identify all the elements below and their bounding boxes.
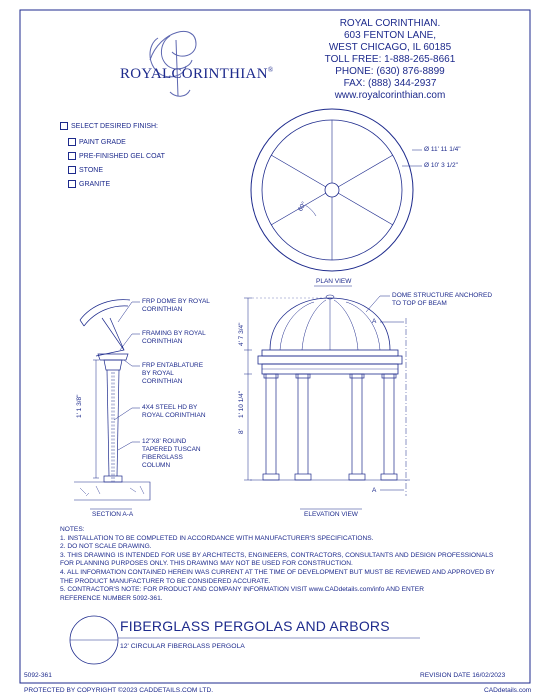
- callout-line: FRAMING BY ROYAL: [142, 330, 206, 337]
- callout-line: FRP ENTABLATURE: [142, 362, 204, 369]
- finish-option-granite[interactable]: [68, 180, 110, 190]
- callout-line: TO TOP OF BEAM: [392, 300, 447, 307]
- elevation-entablature-dim: 1' 10 1/4": [238, 390, 245, 418]
- notes-block: [60, 526, 495, 603]
- checkbox-icon[interactable]: [68, 166, 76, 174]
- note-line: 3. THIS DRAWING IS INTENDED FOR USE BY ARCHITECTS, ENGINEERS, CONTRACTORS, CONSULTANTS AND DESIGN PROFESSIONALS: [60, 551, 494, 559]
- note-line: 4. ALL INFORMATION CONTAINED HEREIN WAS CURRENT AT THE TIME OF DEVELOPMENT BUT MUST BE REVIEWED AND APPROVED BY: [60, 568, 495, 576]
- callout-line: CORINTHIAN: [142, 338, 183, 345]
- note-line: 1. INSTALLATION TO BE COMPLETED IN ACCORDANCE WITH MANUFACTURER'S SPECIFICATIONS.: [60, 534, 374, 542]
- finish-heading-row: [60, 122, 158, 132]
- finish-option-paint[interactable]: [68, 138, 126, 148]
- notes-heading: NOTES:: [60, 526, 85, 533]
- callout-line: DOME STRUCTURE ANCHORED: [392, 292, 493, 299]
- address-line-1: 603 FENTON LANE,: [343, 30, 437, 41]
- finish-option-label: GRANITE: [79, 181, 111, 188]
- address-line-2: WEST CHICAGO, IL 60185: [328, 42, 452, 53]
- section-drawing: [74, 300, 150, 509]
- contact-block: [290, 18, 490, 102]
- note-line: THE PRODUCT MANUFACTURER TO BE CONSIDERED ACCURATE.: [60, 577, 271, 585]
- elevation-drawing: [244, 286, 410, 509]
- checkbox-icon[interactable]: [68, 180, 76, 188]
- phone-line: PHONE: (630) 876-8899: [335, 66, 445, 77]
- finish-option-stone[interactable]: [68, 166, 103, 176]
- plan-outer-diameter: Ø 11' 11 1/4": [424, 146, 461, 153]
- callout-line: 12"X8' ROUND: [142, 438, 187, 445]
- logo-monogram: [150, 31, 196, 96]
- finish-option-label: PRE-FINISHED GEL COAT: [79, 153, 165, 160]
- callout-line: CORINTHIAN: [142, 306, 183, 313]
- callout-entablature: [142, 362, 203, 386]
- drawing-title: FIBERGLASS PERGOLAS AND ARBORS: [120, 618, 390, 634]
- callout-line: BY ROYAL: [142, 370, 174, 377]
- logo-registered-mark: ®: [267, 66, 274, 74]
- plan-view-drawing: [251, 109, 422, 271]
- plan-view-label: PLAN VIEW: [316, 278, 352, 285]
- section-height-dim: 1' 1 3/8": [76, 394, 83, 418]
- callout-frp-dome: [142, 298, 210, 314]
- drawing-subtitle: 12' CIRCULAR FIBERGLASS PERGOLA: [120, 643, 245, 650]
- reference-number: 5092-361: [24, 672, 52, 679]
- logo-wordmark: [120, 66, 273, 83]
- section-mark-bottom: A: [372, 487, 377, 494]
- dome-callout: [392, 292, 492, 308]
- callout-line: FRP DOME BY ROYAL: [142, 298, 210, 305]
- note-line: FOR PLANNING PURPOSES ONLY. THIS DRAWING MAY NOT BE USED FOR CONSTRUCTION.: [60, 560, 353, 568]
- plan-inner-diameter: Ø 10' 3 1/2": [424, 162, 458, 169]
- checkbox-icon[interactable]: [68, 138, 76, 146]
- finish-option-gel-coat[interactable]: [68, 152, 165, 162]
- finish-option-label: PAINT GRADE: [79, 139, 126, 146]
- finish-heading-checkbox[interactable]: [60, 122, 68, 130]
- elevation-label: ELEVATION VIEW: [304, 511, 358, 518]
- plan-angle-label: 60°: [296, 200, 308, 213]
- elevation-column-dim: 8': [238, 429, 245, 434]
- callout-line: 4X4 STEEL HD BY: [142, 404, 198, 411]
- callout-line: FIBERGLASS: [142, 454, 183, 461]
- revision-date: REVISION DATE 16/02/2023: [420, 672, 506, 679]
- callout-column: [142, 438, 201, 470]
- toll-free-line: TOLL FREE: 1-888-265-8661: [324, 54, 456, 65]
- fax-line: FAX: (888) 344-2937: [343, 78, 437, 89]
- finish-option-label: STONE: [79, 167, 103, 174]
- callout-line: COLUMN: [142, 462, 171, 469]
- note-line: 2. DO NOT SCALE DRAWING.: [60, 543, 152, 551]
- elevation-dome-dim: 4' 7 3/4": [238, 322, 245, 346]
- callout-line: ROYAL CORINTHIAN: [142, 412, 206, 419]
- callout-framing: [142, 330, 206, 346]
- copyright-notice: PROTECTED BY COPYRIGHT ©2023 CADDETAILS.COM LTD.: [24, 687, 214, 694]
- callout-line: TAPERED TUSCAN: [142, 446, 201, 453]
- finish-heading: SELECT DESIRED FINISH:: [71, 123, 159, 130]
- callout-line: CORINTHIAN: [142, 378, 183, 385]
- company-name: ROYAL CORINTHIAN.: [339, 18, 441, 29]
- logo-text: ROYALCORINTHIAN: [120, 66, 268, 82]
- website-link[interactable]: www.royalcorinthian.com: [334, 90, 446, 101]
- note-line: 5. CONTRACTOR'S NOTE: FOR PRODUCT AND COMPANY INFORMATION VISIT www.CADdetails.com/info AND ENTER: [60, 586, 424, 594]
- note-line: REFERENCE NUMBER 5092-361.: [60, 594, 163, 602]
- caddetails-link[interactable]: CADdetails.com: [484, 687, 532, 694]
- checkbox-icon[interactable]: [68, 152, 76, 160]
- callout-steel: [142, 404, 206, 420]
- section-mark-top: A: [372, 318, 377, 325]
- section-label: SECTION A-A: [92, 511, 134, 518]
